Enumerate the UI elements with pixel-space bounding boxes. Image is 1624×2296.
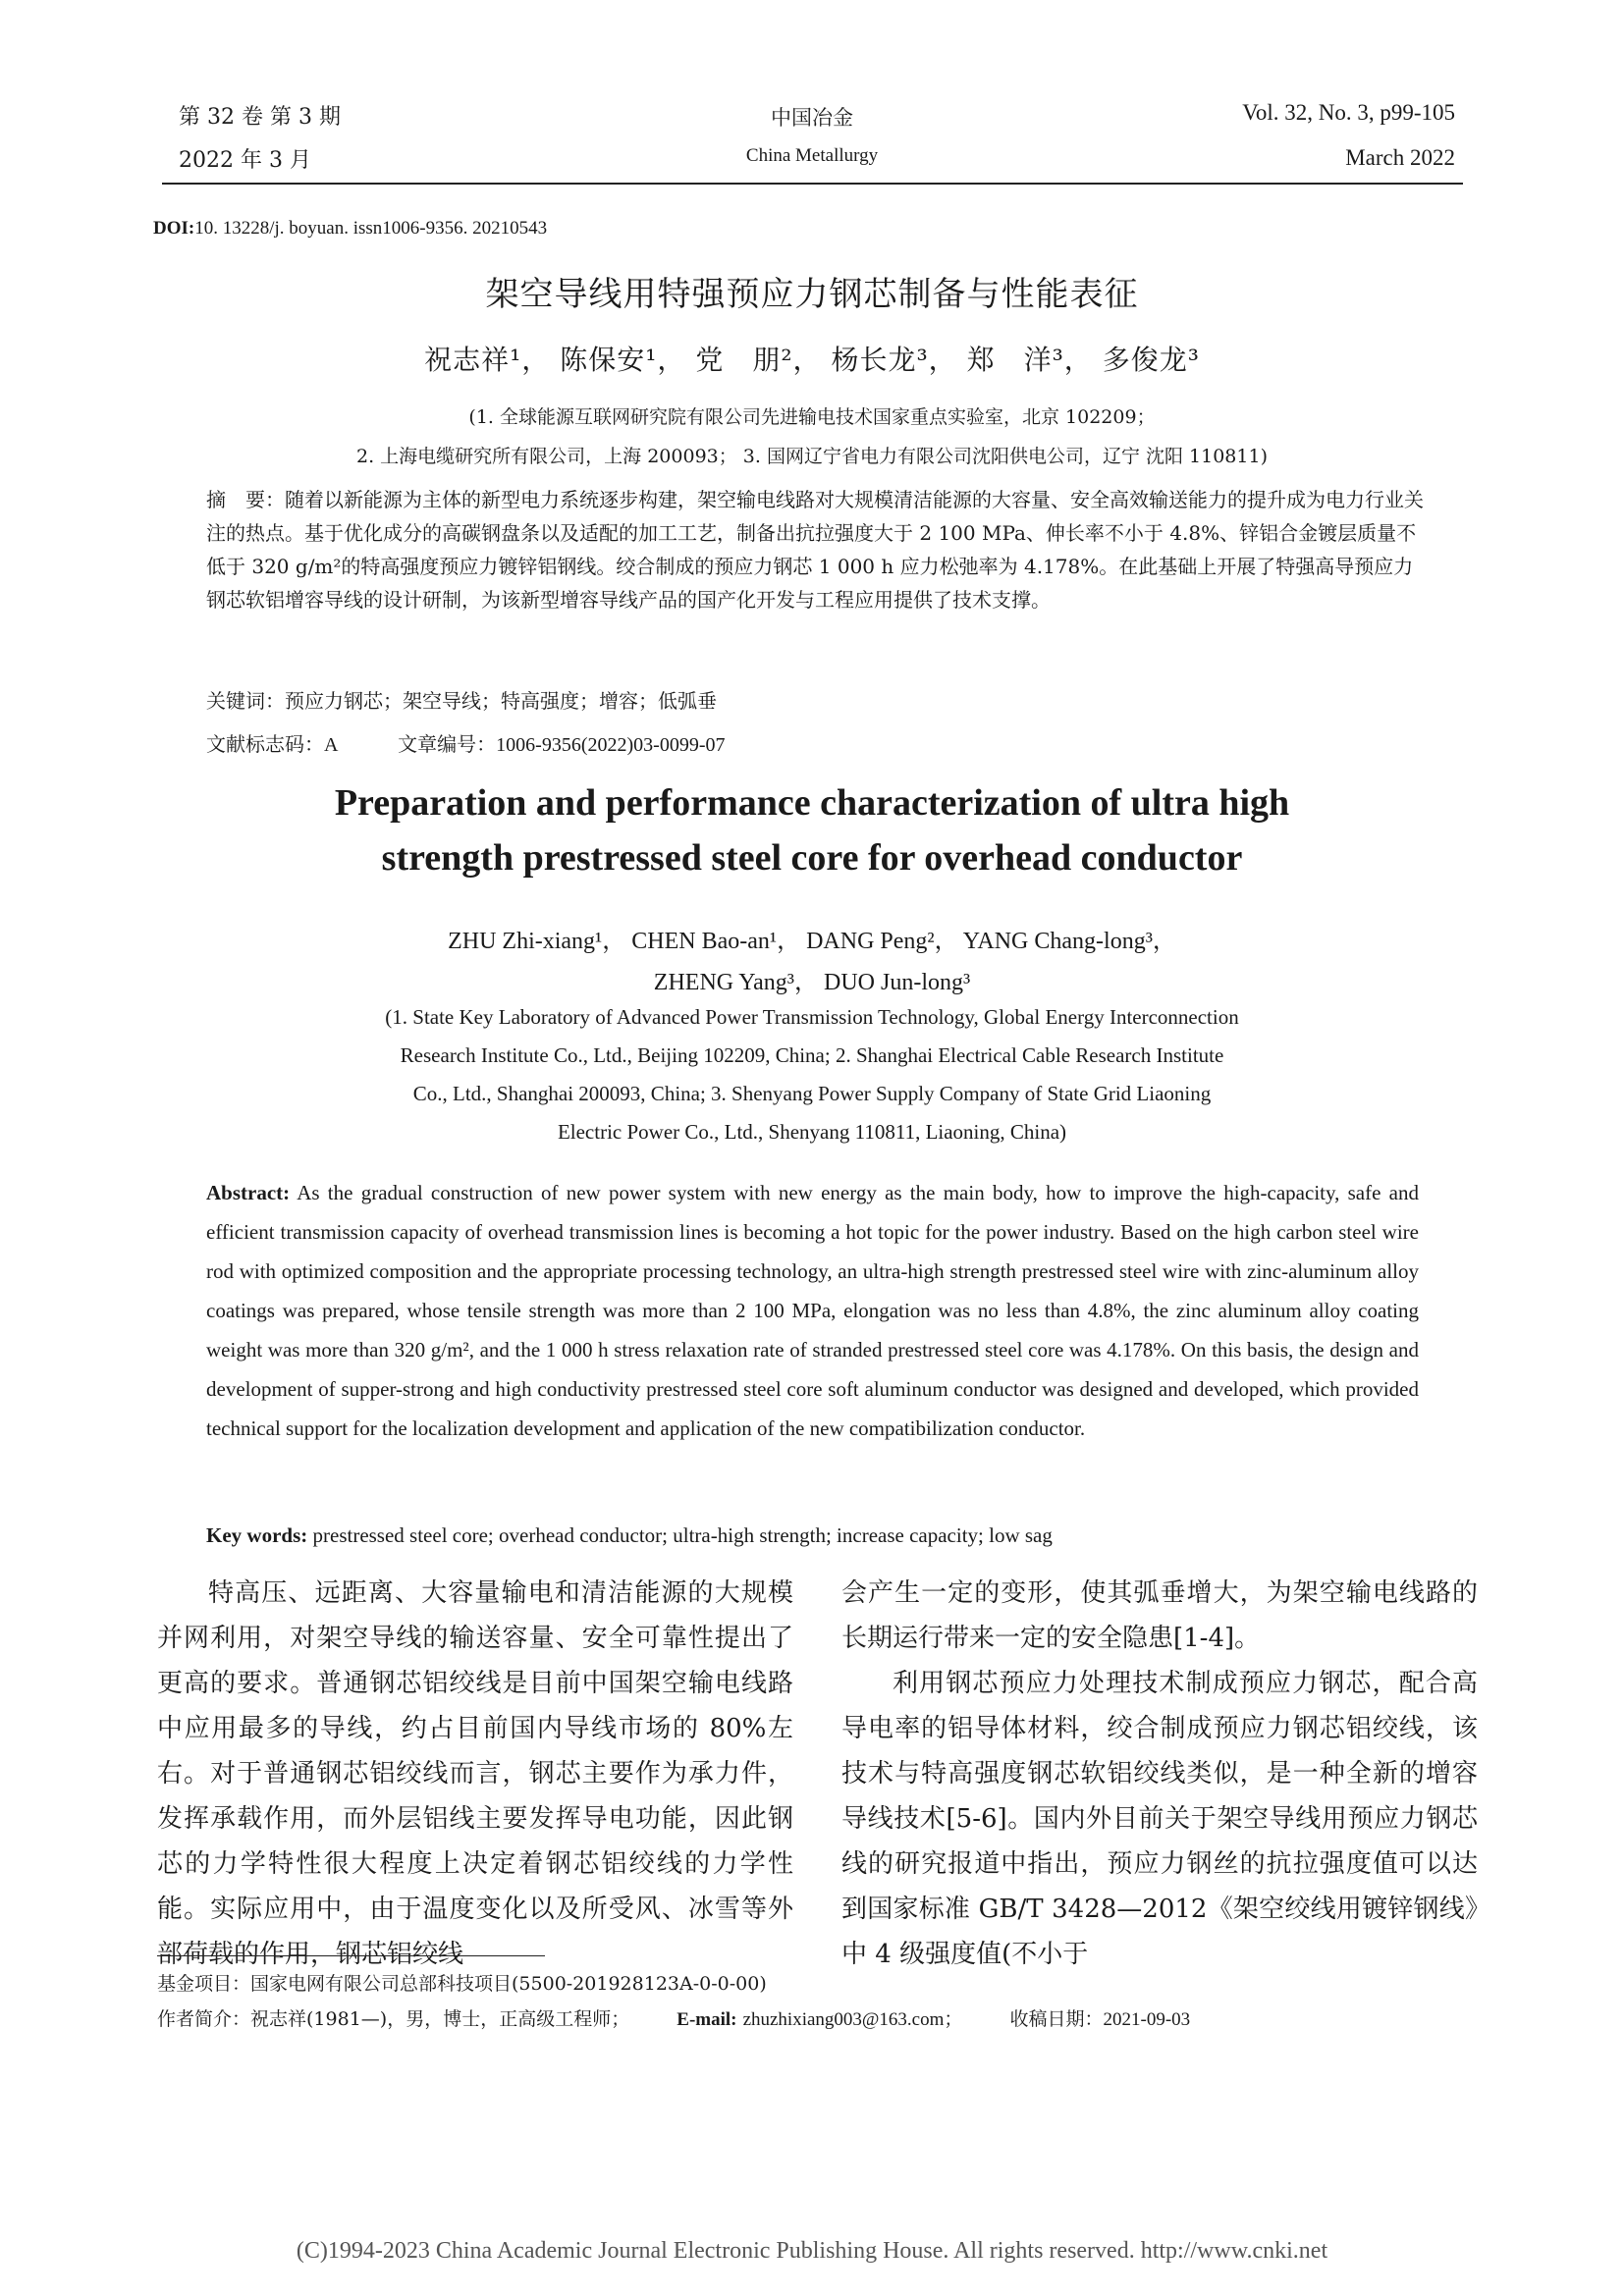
- fund-text: 国家电网有限公司总部科技项目(5500-201928123A-0-0-00): [250, 1973, 767, 1995]
- keywords-cn-label: 关键词：: [206, 689, 285, 713]
- keywords-en-label: Key words:: [206, 1523, 308, 1547]
- email-value[interactable]: zhuzhixiang003@163.com；: [742, 2009, 963, 2030]
- funding-note: [157, 1969, 767, 1996]
- document-code-line: [206, 728, 725, 757]
- authors-cn: 祝志祥¹， 陈保安¹， 党 朋²， 杨长龙³， 郑 洋³， 多俊龙³: [424, 344, 1200, 376]
- keywords-cn-text: 预应力钢芯；架空导线；特高强度；增容；低弧垂: [285, 689, 717, 713]
- author-text: 祝志祥(1981—)，男，博士，正高级工程师；: [250, 2008, 630, 2030]
- doi-label: DOI:: [153, 218, 195, 239]
- journal-name-en: China Metallurgy: [745, 145, 879, 166]
- keywords-en: [206, 1523, 1053, 1548]
- keywords-en-text: prestressed steel core; overhead conductor; ultra-high strength; increase capacity; low sag: [307, 1523, 1053, 1547]
- body-column-right: [841, 1571, 1478, 1977]
- title-en: [0, 775, 1624, 885]
- affiliation-en-3: Co., Ltd., Shanghai 200093, China; 3. Shenyang Power Supply Company of State Grid Liaoning: [412, 1082, 1212, 1105]
- date-cn: 2022 年 3 月: [179, 148, 311, 173]
- title-cn: 架空导线用特强预应力钢芯制备与性能表征: [485, 275, 1139, 314]
- doc-code-label: 文献标志码：: [206, 732, 324, 756]
- date-en: March 2022: [1345, 145, 1455, 170]
- doi-value[interactable]: 10. 13228/j. boyuan. issn1006-9356. 20210543: [194, 218, 548, 239]
- received-value: 2021-09-03: [1103, 2009, 1191, 2030]
- body-column-left: [157, 1571, 793, 1977]
- received-label: 收稿日期：: [1009, 2008, 1104, 2030]
- affiliation-cn-2: 2. 上海电缆研究所有限公司，上海 200093； 3. 国网辽宁省电力有限公司沈阳供电公司，辽宁 沈阳 110811): [356, 446, 1268, 467]
- authors-en-line-2: ZHENG Yang³， DUO Jun-long³: [653, 970, 971, 995]
- doc-code-value: A: [324, 734, 339, 756]
- body-paragraph-1-cont: 会产生一定的变形，使其弧垂增大，为架空输电线路的长期运行带来一定的安全隐患[1-4]。: [841, 1578, 1478, 1653]
- title-en-line-1: Preparation and performance characterization of ultra high: [334, 782, 1290, 824]
- abstract-en-text: As the gradual construction of new power system with new energy as the main body, how to improve the high-capacity, safe and efficient transmission capacity of overhead transmission lines is becoming a hot topic for the power industry. Based on the high carbon steel wire rod with optimized composition and the appropriate processing technology, an ultra-high strength prestressed steel wire with zinc-aluminum alloy coatings was prepared, whose tensile strength was more than 2 100 MPa, elongation was no less than 4.8%, the zinc aluminum alloy coating weight was more than 320 g/m², and the 1 000 h stress relaxation rate of stranded prestressed steel core was 4.178%. On this basis, the design and development of supper-strong and high conductivity prestressed steel core soft aluminum conductor was designed and developed, which provided technical support for the localization development and application of the new compatibilization conductor.: [206, 1181, 1419, 1440]
- body-paragraph-2: 利用钢芯预应力处理技术制成预应力钢芯，配合高导电率的铝导体材料，绞合制成预应力钢芯铝绞线，该技术与特高强度钢芯软铝绞线类似，是一种全新的增容导线技术[5-6]。国内外目前关于架空导线用预应力钢芯线的研究报道中指出，预应力钢丝的抗拉强度值可以达到国家标准 GB/T 3428—2012《架空绞线用镀锌钢线》中 4 级强度值(不小于: [841, 1669, 1478, 1969]
- article-number-label: 文章编号：: [398, 732, 497, 756]
- copyright-line: (C)1994-2023 China Academic Journal Electronic Publishing House. All rights reserved. http://www.cnki.net: [296, 2238, 1328, 2264]
- keywords-cn: [206, 685, 717, 714]
- journal-name-cn: 中国冶金: [771, 106, 853, 130]
- affiliation-cn-1: (1. 全球能源互联网研究院有限公司先进输电技术国家重点实验室，北京 102209；: [468, 406, 1156, 428]
- email-label: E-mail:: [677, 2009, 737, 2030]
- title-en-line-2: strength prestressed steel core for overhead conductor: [381, 837, 1243, 879]
- author-label: 作者简介：: [157, 2008, 251, 2030]
- author-note: [157, 2004, 1190, 2031]
- abstract-cn: [206, 483, 1424, 616]
- authors-en-line-1: ZHU Zhi-xiang¹， CHEN Bao-an¹， DANG Peng²， YANG Chang-long³，: [448, 929, 1176, 954]
- abstract-cn-text: 随着以新能源为主体的新型电力系统逐步构建，架空输电线路对大规模清洁能源的大容量、安全高效输送能力的提升成为电力行业关注的热点。基于优化成分的高碳钢盘条以及适配的加工工艺，制备出抗拉强度大于 2 100 MPa、伸长率不小于 4.8%、锌铝合金镀层质量不低于 320 g/m²的特高强度预应力镀锌铝钢线。绞合制成的预应力钢芯 1 000 h 应力松弛率为 4.178%。在此基础上开展了特强高导预应力钢芯软铝增容导线的设计研制，为该新型增容导线产品的国产化开发与工程应用提供了技术支撑。: [206, 488, 1424, 612]
- abstract-en-label: Abstract:: [206, 1181, 291, 1204]
- affiliation-en-1: (1. State Key Laboratory of Advanced Power Transmission Technology, Global Energy Interconnection: [385, 1005, 1239, 1029]
- fund-label: 基金项目：: [157, 1973, 251, 1995]
- header-rule: [162, 183, 1463, 185]
- abstract-en: [206, 1173, 1419, 1448]
- abstract-cn-label: 摘 要：: [206, 488, 285, 511]
- doi-line: [153, 218, 547, 240]
- volume-issue-cn: 第 32 卷 第 3 期: [179, 105, 341, 130]
- footnote-rule: [157, 1955, 545, 1956]
- volume-issue-en: Vol. 32, No. 3, p99-105: [1242, 100, 1455, 125]
- article-number-value: 1006-9356(2022)03-0099-07: [496, 734, 726, 756]
- body-paragraph-1: 特高压、远距离、大容量输电和清洁能源的大规模并网利用，对架空导线的输送容量、安全可靠性提出了更高的要求。普通钢芯铝绞线是目前中国架空输电线路中应用最多的导线，约占目前国内导线市场的 80%左右。对于普通钢芯铝绞线而言，钢芯主要作为承力件，发挥承载作用，而外层铝线主要发挥导电功能，因此钢芯的力学特性很大程度上决定着钢芯铝绞线的力学性能。实际应用中，由于温度变化以及所受风、冰雪等外部荷载的作用，钢芯铝绞线: [157, 1578, 793, 1969]
- affiliation-en-2: Research Institute Co., Ltd., Beijing 102209, China; 2. Shanghai Electrical Cable Research Institute: [400, 1043, 1224, 1067]
- affiliation-en-4: Electric Power Co., Ltd., Shenyang 110811, Liaoning, China): [557, 1120, 1067, 1144]
